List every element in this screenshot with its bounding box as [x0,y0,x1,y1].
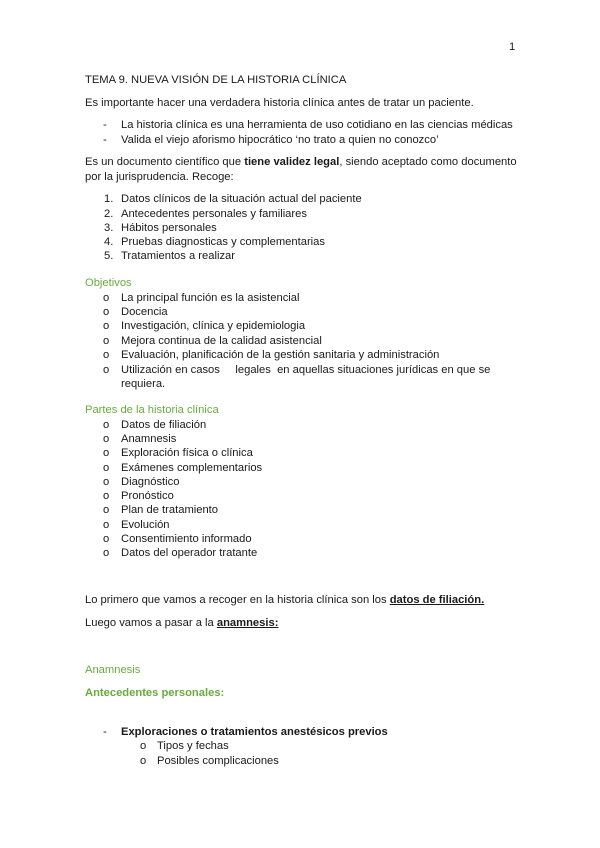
filiacion-paragraph [85,594,484,606]
antecedentes-heading: Antecedentes personales: [85,687,225,699]
circle-marker: o [103,447,110,459]
anamnesis-heading: Anamnesis [85,664,141,676]
objetivo-item: Utilización en casos legales en aquellas situaciones jurídicas en que se [121,364,491,376]
circle-marker: o [103,292,110,304]
parte-item: Diagnóstico [121,476,180,488]
exploraciones-item: Exploraciones o tratamientos anestésicos previos [121,726,388,738]
circle-marker: o [103,433,110,445]
circle-marker: o [103,306,110,318]
intro-bullet: Valida el viejo aforismo hipocrático ‘no trato a quien no conozco’ [121,134,439,146]
objetivo-item: Evaluación, planificación de la gestión sanitaria y administración [121,349,440,361]
circle-marker: o [103,419,110,431]
list-number: 5. [104,250,114,262]
parte-item: Evolución [121,519,170,531]
partes-heading: Partes de la historia clínica [85,404,219,416]
circle-marker: o [103,462,110,474]
parte-item: Exploración física o clínica [121,447,253,459]
filiacion-paragraph-before: Lo primero que vamos a recoger en la historia clínica son los [85,594,390,606]
circle-marker: o [140,755,147,767]
anamnesis-link: anamnesis: [216,617,279,629]
list-item: Antecedentes personales y familiares [121,208,307,220]
anamnesis-paragraph-before: Luego vamos a pasar a la [85,617,217,629]
anamnesis-paragraph [85,617,278,629]
dash-marker: - [103,119,107,131]
objetivos-heading: Objetivos [85,277,132,289]
circle-marker: o [103,504,110,516]
parte-item: Exámenes complementarios [121,462,263,474]
circle-marker: o [103,335,110,347]
intro-paragraph: Es importante hacer una verdadera historia clínica antes de tratar un paciente. [85,97,474,109]
list-item: Datos clínicos de la situación actual del paciente [121,193,362,205]
circle-marker: o [103,349,110,361]
parte-item: Anamnesis [121,433,177,445]
circle-marker: o [103,519,110,531]
circle-marker: o [103,490,110,502]
circle-marker: o [103,476,110,488]
objetivo-item: Investigación, clínica y epidemiologia [121,320,306,332]
list-number: 2. [104,208,114,220]
list-item: Pruebas diagnosticas y complementarias [121,236,325,248]
objetivo-item: La principal función es la asistencial [121,292,300,304]
parte-item: Consentimiento informado [121,533,252,545]
page-number: 1 [509,41,516,53]
legal-paragraph-before: Es un documento científico que [85,156,245,168]
list-item: Tratamientos a realizar [121,250,235,262]
dash-marker: - [103,134,107,146]
circle-marker: o [103,364,110,376]
intro-bullet: La historia clínica es una herramienta de uso cotidiano en las ciencias médicas [121,119,513,131]
circle-marker: o [103,533,110,545]
objetivo-item-continuation: requiera. [121,378,166,390]
list-item: Hábitos personales [121,222,217,234]
exploraciones-sub-item: Posibles complicaciones [157,755,279,767]
parte-item: Pronóstico [121,490,174,502]
list-number: 1. [104,193,114,205]
legal-paragraph-line2: por la jurisprudencia. Recoge: [85,171,234,183]
objetivo-item: Mejora continua de la calidad asistencial [121,335,322,347]
objetivo-item: Docencia [121,306,168,318]
circle-marker: o [103,547,110,559]
circle-marker: o [140,740,147,752]
legal-paragraph [85,156,517,168]
dash-marker: - [103,726,107,738]
legal-paragraph-bold: tiene validez legal [244,156,340,168]
document-title: TEMA 9. NUEVA VISIÓN DE LA HISTORIA CLÍNICA [85,74,347,86]
parte-item: Datos de filiación [121,419,207,431]
circle-marker: o [103,320,110,332]
list-number: 3. [104,222,114,234]
datos-filiacion-link: datos de filiación. [389,594,485,606]
legal-paragraph-after: , siendo aceptado como documento [339,156,517,168]
parte-item: Datos del operador tratante [121,547,258,559]
parte-item: Plan de tratamiento [121,504,219,516]
exploraciones-sub-item: Tipos y fechas [157,740,229,752]
list-number: 4. [104,236,114,248]
